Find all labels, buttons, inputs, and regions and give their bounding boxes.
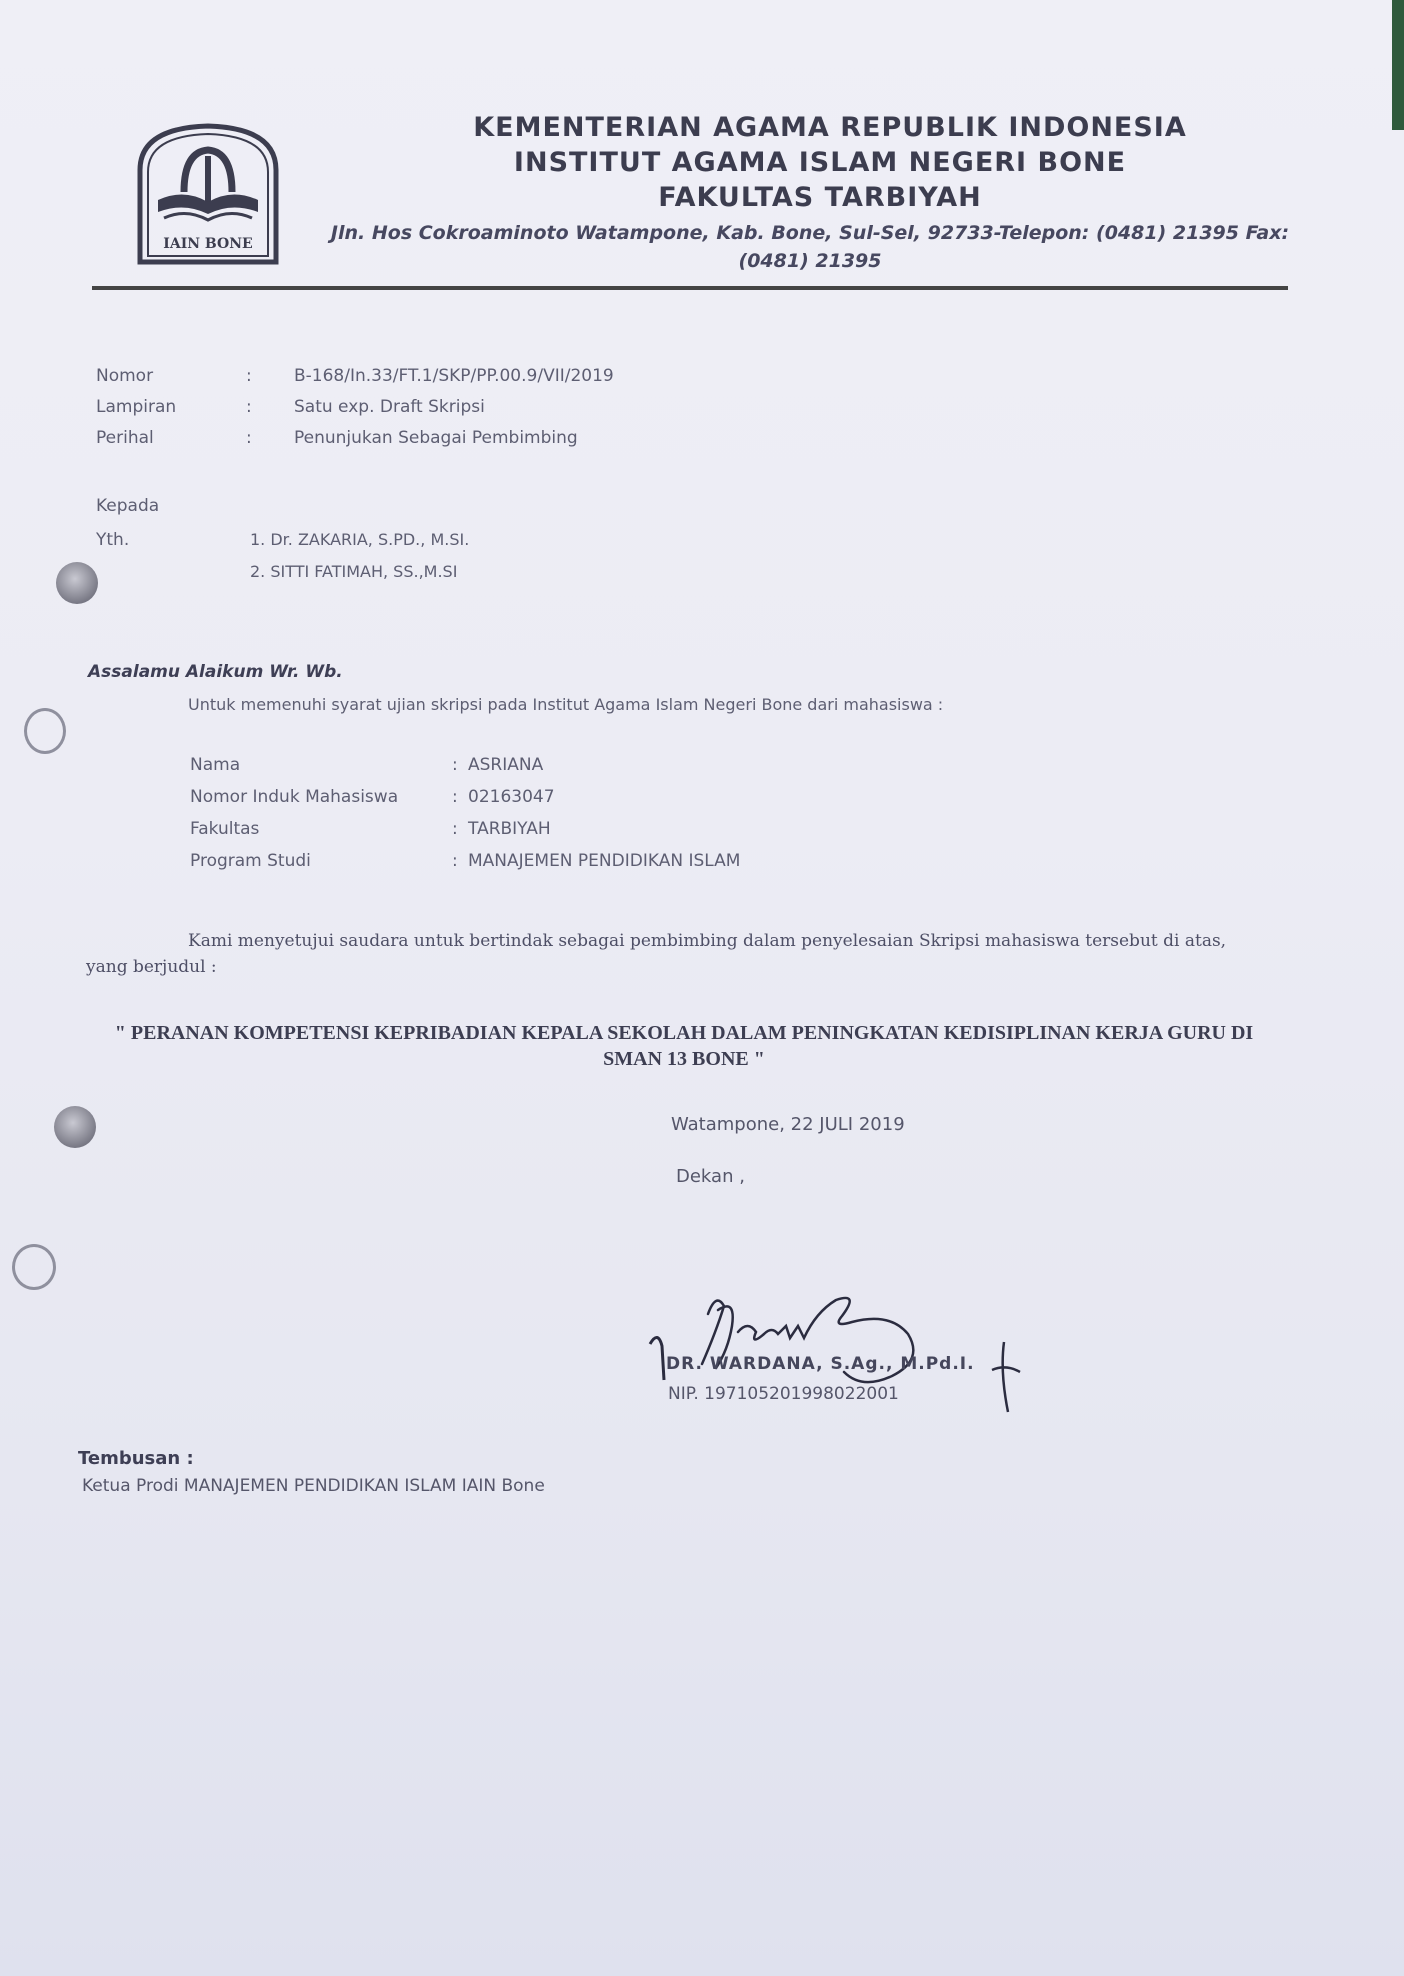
student-row-faculty <box>190 819 740 851</box>
student-row-program <box>190 851 740 883</box>
recipient-item: 2. SITTI FATIMAH, SS.,M.SI <box>250 562 458 581</box>
student-details <box>190 755 740 883</box>
signatory-nip: NIP. 197105201998022001 <box>668 1384 899 1404</box>
student-value: MANAJEMEN PENDIDIKAN ISLAM <box>468 851 741 871</box>
student-value: TARBIYAH <box>468 819 551 839</box>
letter-meta <box>96 366 994 459</box>
meta-label: Lampiran <box>96 397 177 417</box>
recipient-item: 1. Dr. ZAKARIA, S.PD., M.SI. <box>250 530 470 549</box>
meta-value: B-168/In.33/FT.1/SKP/PP.00.9/VII/2019 <box>294 366 614 386</box>
greeting: Assalamu Alaikum Wr. Wb. <box>88 662 343 682</box>
kepada-label: Kepada <box>96 496 160 516</box>
meta-label: Nomor <box>96 366 154 386</box>
letterhead-address: Jln. Hos Cokroaminoto Watampone, Kab. Bone, Sul-Sel, 92733-Telepon: (0481) 21395 Fax: (0481) 21395 <box>330 222 1290 272</box>
student-value: ASRIANA <box>468 755 544 775</box>
iain-bone-logo <box>134 122 282 267</box>
thesis-title: " PERANAN KOMPETENSI KEPRIBADIAN KEPALA SEKOLAH DALAM PENINGKATAN KEDISIPLINAN KERJA GURU DI SMAN 13 BONE " <box>114 1022 1254 1070</box>
punch-hole-outline <box>24 708 66 754</box>
signatory-name: DR. WARDANA, S.Ag., M.Pd.I. <box>666 1354 975 1374</box>
letterhead-faculty: FAKULTAS TARBIYAH <box>658 182 982 213</box>
svg-text:IAIN BONE: IAIN BONE <box>163 236 253 252</box>
student-separator: : <box>452 755 458 775</box>
meta-row-nomor <box>96 366 994 397</box>
meta-row-perihal <box>96 428 994 459</box>
student-separator: : <box>452 787 458 807</box>
letterhead <box>300 112 1300 275</box>
place-date: Watampone, 22 JULI 2019 <box>671 1114 905 1135</box>
student-label: Fakultas <box>190 819 260 839</box>
letterhead-institute: INSTITUT AGAMA ISLAM NEGERI BONE <box>513 147 1127 178</box>
letterhead-rule <box>92 286 1288 290</box>
page-edge-strip <box>1392 0 1404 130</box>
yth-label: Yth. <box>96 530 130 550</box>
punch-hole <box>54 1106 96 1148</box>
student-row-nim <box>190 787 740 819</box>
student-label: Nomor Induk Mahasiswa <box>190 787 399 807</box>
meta-value: Penunjukan Sebagai Pembimbing <box>294 428 578 448</box>
recipient-list <box>250 530 469 594</box>
meta-row-lampiran <box>96 397 994 428</box>
meta-separator: : <box>246 397 252 417</box>
punch-hole <box>56 562 98 604</box>
student-row-name <box>190 755 740 787</box>
meta-separator: : <box>246 428 252 448</box>
cc-line: Ketua Prodi MANAJEMEN PENDIDIKAN ISLAM IAIN Bone <box>82 1476 545 1496</box>
meta-separator: : <box>246 366 252 386</box>
letterhead-ministry: KEMENTERIAN AGAMA REPUBLIK INDONESIA <box>473 112 1187 143</box>
student-label: Program Studi <box>190 851 311 871</box>
signatory-position: Dekan , <box>676 1166 745 1187</box>
intro-text: Untuk memenuhi syarat ujian skripsi pada Institut Agama Islam Negeri Bone dari mahasiswa : <box>188 695 944 714</box>
cc-heading: Tembusan : <box>78 1448 194 1469</box>
punch-hole-outline <box>12 1244 56 1290</box>
body-paragraph: Kami menyetujui saudara untuk bertindak sebagai pembimbing dalam penyelesaian Skripsi mahasiswa tersebut di atas, yang berjudul : <box>86 931 1227 977</box>
meta-value: Satu exp. Draft Skripsi <box>294 397 485 417</box>
student-value: 02163047 <box>468 787 555 807</box>
meta-label: Perihal <box>96 428 154 448</box>
student-separator: : <box>452 819 458 839</box>
student-separator: : <box>452 851 458 871</box>
student-label: Nama <box>190 755 241 775</box>
